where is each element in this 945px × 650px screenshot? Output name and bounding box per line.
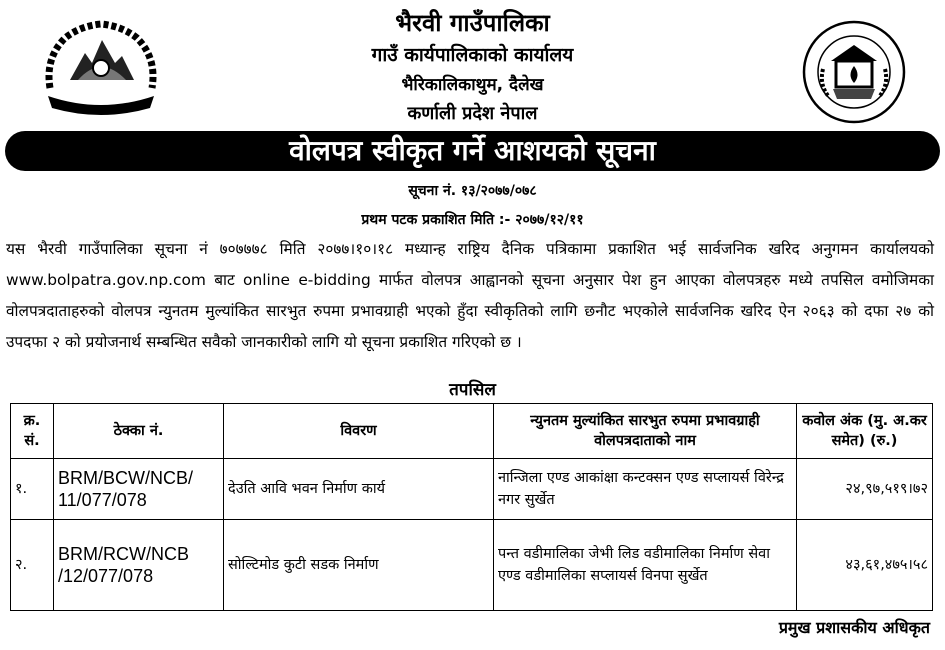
table-row <box>11 459 933 520</box>
notice-title-banner: वोलपत्र स्वीकृत गर्ने आशयको सूचना <box>5 131 940 171</box>
row-amount: ४३,६१,४७५।५८ <box>797 520 933 611</box>
municipality-seal-icon <box>801 19 907 125</box>
row-bidder: पन्त वडीमालिका जेभी लिड वडीमालिका निर्माण सेवा एण्ड वडीमालिका सप्लायर्स विनपा सुर्खेत <box>494 520 797 611</box>
province-name: कर्णाली प्रदेश नेपाल <box>407 103 538 124</box>
row-bidder: नान्जिला एण्ड आकांक्षा कन्टक्सन एण्ड सप्लायर्स विरेन्द्र नगर सुर्खेत <box>494 459 797 520</box>
row-description: सोल्टिमोड कुटी सडक निर्माण <box>224 520 494 611</box>
row-amount: २४,९७,५१९।७२ <box>797 459 933 520</box>
row-description: देउति आवि भवन निर्माण कार्य <box>224 459 494 520</box>
office-address: भैरिकालिकाथुम, दैलेख <box>401 75 544 95</box>
row-sn: १. <box>11 459 54 520</box>
municipality-name: भैरवी गाउँपालिका <box>395 9 550 37</box>
header-contract-no: ठेक्का नं. <box>54 404 224 459</box>
table-title: तपसिल <box>449 380 496 400</box>
bid-table <box>10 403 933 611</box>
header-sn: क्र. सं. <box>11 404 54 459</box>
header-bidder: न्युनतम मुल्यांकित सारभुत रुपमा प्रभावग्राही वोलपत्रदाताको नाम <box>494 404 797 459</box>
row-sn: २. <box>11 520 54 611</box>
published-date: प्रथम पटक प्रकाशित मिति :- २०७७/१२/११ <box>361 212 584 228</box>
notice-paragraph: यस भैरवी गाउँपालिका सूचना नं ७०७७७८ मिति २०७७।१०।१८ मध्यान्ह राष्ट्रिय दैनिक पत्रिकामा प्रकाशित भई सार्वजनिक खरिद अनुगमन कार्यालयको www.bolpatra.gov.np.com बाट online e-bidding मार्फत वोलपत्र आह्वानको सूचना अनुसार पेश हुन आएका वोलपत्रहरु मध्ये तपसिल वमोजिमका वोलपत्रदाताहरुको वोलपत्र न्युनतम मुल्यांकित सारभुत रुपमा प्रभावग्राही भएको हुँदा स्वीकृतिको लागि छनौट भएकोले सार्वजनिक खरिद ऐन २०६३ को दफा २७ को उपदफा २ को प्रयोजनार्थ सम्बन्धित सवैको जानकारीको लागि यो सूचना प्रकाशित गरिएको छ । <box>6 240 934 351</box>
row-contract-no: BRM/BCW/NCB/ 11/077/078 <box>54 459 224 520</box>
header-amount: कवोल अंक (मु. अ.कर समेत) (रु.) <box>797 404 933 459</box>
table-header-row <box>11 404 933 459</box>
header <box>0 0 945 130</box>
header-description: विवरण <box>224 404 494 459</box>
notice-number: सूचना नं. १३/२०७७/०७८ <box>408 183 537 199</box>
office-name: गाउँ कार्यपालिकाको कार्यालय <box>371 44 574 66</box>
row-contract-no: BRM/RCW/NCB /12/077/078 <box>54 520 224 611</box>
table-row <box>11 520 933 611</box>
signature-line: प्रमुख प्रशासकीय अधिकृत <box>778 618 930 637</box>
